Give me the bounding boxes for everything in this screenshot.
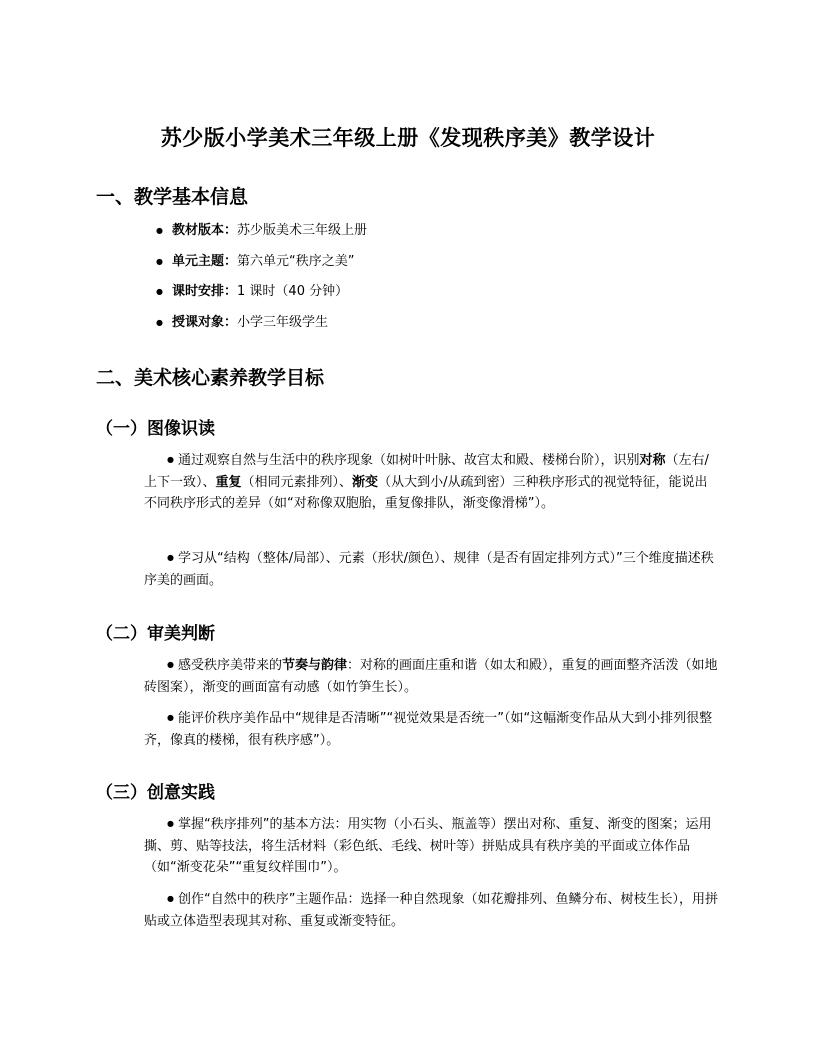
objective-paragraph: ● 能评价秩序美作品中“规律是否清晰”“视觉效果是否统一”（如“这幅渐变作品从大到小排列很整齐，像真的楼梯，很有秩序感”）。: [144, 711, 713, 748]
objective-paragraph: ● 感受秩序美带来的节奏与韵律：对称的画面庄重和谐（如太和殿），重复的画面整齐活泼（如地砖图案），渐变的画面富有动感（如竹笋生长）。: [144, 658, 718, 695]
list-item-label: 授课对象：: [172, 314, 238, 330]
list-item-label: 教材版本：: [172, 223, 238, 238]
list-item-label: 课时安排：: [172, 284, 238, 299]
basic-info-list: [172, 223, 367, 345]
list-item: [172, 223, 367, 254]
list-item: [172, 254, 367, 285]
objective-paragraph: ● 学习从“结构（整体/局部）、元素（形状/颜色）、规律（是否有固定排列方式）”三个维度描述秩序美的画面。: [144, 551, 714, 588]
subsection-heading-aesthetic-judgment: （二）审美判断: [96, 624, 215, 644]
list-item-value: 第六单元“秩序之美”: [237, 253, 355, 269]
section-heading-basic-info: 一、教学基本信息: [96, 186, 249, 208]
list-item: [172, 315, 367, 346]
objective-paragraph: ● 掌握“秩序排列”的基本方法：用实物（小石头、瓶盖等）摆出对称、重复、渐变的图案；运用撕、剪、贴等技法，将生活材料（彩色纸、毛线、树叶等）拼贴成具有秩序美的平面或立体作品（如“渐变花朵”“重复纹样围巾”）。: [144, 817, 712, 875]
list-item-value: 小学三年级学生: [237, 314, 329, 330]
subsection-heading-image-reading: （一）图像识读: [96, 419, 215, 439]
objective-paragraph: ● 通过观察自然与生活中的秩序现象（如树叶叶脉、故宫太和殿、楼梯台阶），识别对称（左右/上下一致）、重复（相同元素排列）、渐变（从大到小/从疏到密）三种秩序形式的视觉特征，能说出不同秩序形式的差异（如“对称像双胞胎，重复像排队，渐变像滑梯”）。: [144, 453, 709, 511]
objective-paragraph: ● 创作“自然中的秩序”主题作品：选择一种自然现象（如花瓣排列、鱼鳞分布、树枝生长），用拼贴或立体造型表现其对称、重复或渐变特征。: [144, 892, 718, 929]
section-heading-objectives: 二、美术核心素养教学目标: [96, 367, 325, 389]
list-item-label: 单元主题：: [172, 253, 238, 269]
subsection-heading-creative-practice: （三）创意实践: [96, 783, 215, 803]
list-item-value: 1 课时（40 分钟）: [237, 284, 349, 299]
list-item: [172, 284, 367, 315]
document-title: 苏少版小学美术三年级上册《发现秩序美》教学设计: [160, 125, 656, 150]
list-item-value: 苏少版美术三年级上册: [237, 223, 368, 238]
